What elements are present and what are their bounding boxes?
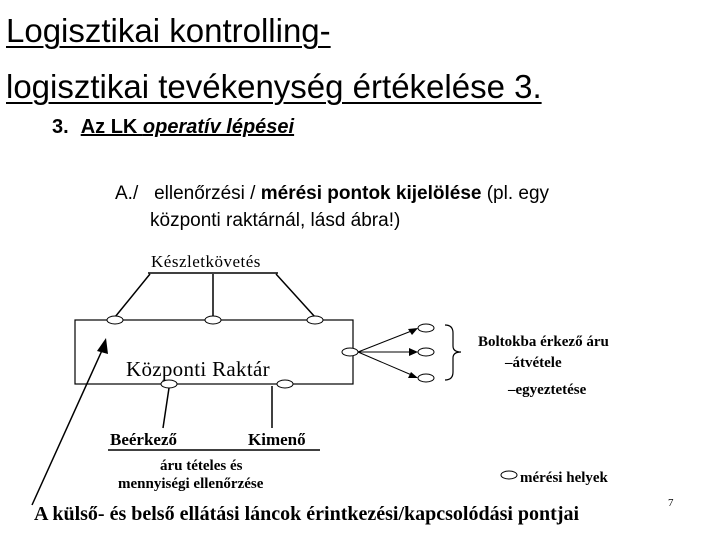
measurement-point [107, 316, 123, 324]
shop-goods-line-1: Boltokba érkező áru [478, 334, 609, 350]
connector-line [276, 274, 315, 317]
point-a-label: A./ [115, 183, 139, 204]
title-line-1: Logisztikai kontrolling- [6, 12, 331, 49]
outgoing-label: Kimenő [248, 430, 306, 449]
subtitle-prefix: Az LK [80, 116, 143, 138]
measurement-point [277, 380, 293, 388]
measurement-point [307, 316, 323, 324]
point-a-line-2: központi raktárnál, lásd ábra!) [150, 210, 401, 231]
point-a-text-after: (pl. egy [481, 183, 550, 204]
footer-text: A külső- és belső ellátási láncok érintkezési/kapcsolódási pontjai [34, 503, 580, 525]
curly-brace [445, 325, 461, 380]
arrow-head [409, 348, 418, 356]
arrow-line [358, 330, 414, 352]
subtitle-number: 3. [52, 116, 69, 138]
measurement-point [418, 324, 434, 332]
incoming-label: Beérkező [110, 430, 178, 449]
subtitle-italic: operatív lépései [142, 116, 295, 138]
arrow-line [358, 352, 414, 376]
measurement-point [342, 348, 358, 356]
measurement-point [418, 348, 434, 356]
measurement-point [418, 374, 434, 382]
point-a-text-bold: mérési pontok kijelölése [260, 183, 482, 204]
connector-line [115, 274, 150, 317]
legend-label: mérési helyek [520, 470, 608, 486]
central-warehouse-label: Központi Raktár [126, 357, 270, 381]
measurement-point [205, 316, 221, 324]
long-arrow-head [97, 338, 108, 354]
arrow-head [408, 372, 418, 378]
point-a-text-before: ellenőrzési / [154, 183, 261, 204]
legend-measurement-point [501, 471, 517, 479]
keszletkovetes-label: Készletkövetés [151, 252, 261, 271]
goods-check-line-1: áru tételes és [160, 458, 243, 474]
page-number: 7 [668, 497, 674, 509]
shop-goods-line-3: –egyeztetése [508, 382, 587, 398]
long-arrow-line [32, 346, 104, 505]
shop-goods-line-2: –átvétele [505, 355, 562, 371]
goods-check-line-2: mennyiségi ellenőrzése [118, 476, 264, 492]
connector-line [163, 388, 169, 428]
title-line-2: logisztikai tevékenység értékelése 3. [6, 68, 542, 105]
